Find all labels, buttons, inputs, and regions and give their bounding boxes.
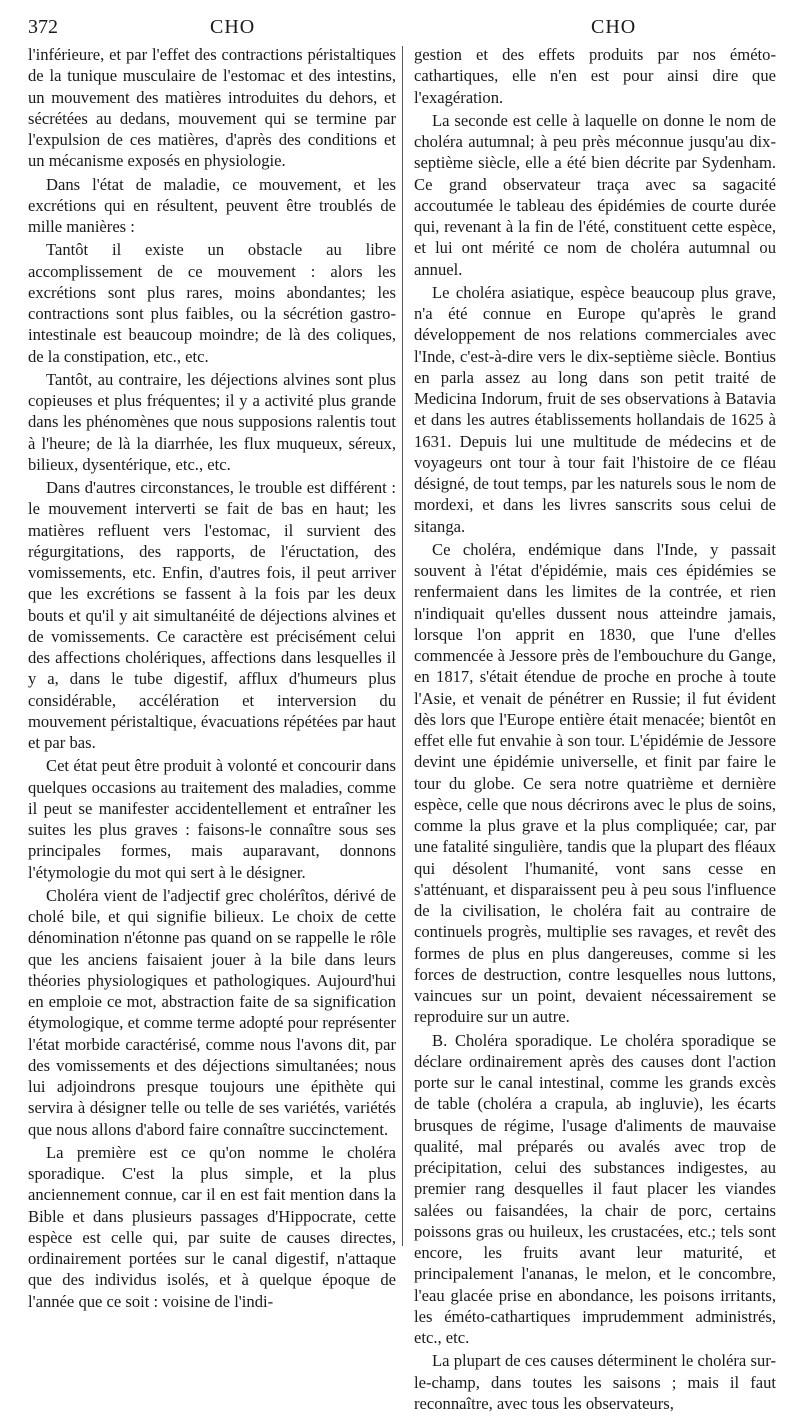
right-column	[414, 44, 776, 1416]
paragraph: Ce choléra, endémique dans l'Inde, y passait souvent à l'état d'épidémie, mais ces épidémies se renfermaient dans les limites de la contrée, et rien n'indiquait qu'elles dussent nous atteindre jamais, lorsque l'on apprit en 1830, que l'une d'elles commencée à Jessore près de l'embouchure du Gange, en 1817, s'était étendue de proche en proche à toute l'Asie, et venait de pénétrer en Russie; il fut évident dès lors que l'Europe entière était menacée; bientôt en effet elle fut envahie à son tour. L'épidémie de Jessore devint une épidémie universelle, et finit par faire le tour du globe. Ce sera notre quatrième et dernière espèce, celle que nous décrirons avec le plus de soins, comme la plus grave et la plus compliquée; car, par une fatalité singulière, tandis que la plupart des fléaux qui désolent l'humanité, vont sans cesse en s'atténuant, et disparaissent peu à peu sous l'influence de la civilisation, le choléra fait au contraire de continuels progrès, multiplie ses ravages, et revêt des formes de plus en plus dangereuses, comme si les forces de destruction, contre lesquelles nous luttons, vaincues sur un point, devaient nécessairement se reproduire sur un autre.	[414, 539, 776, 1027]
paragraph: gestion et des effets produits par nos éméto-cathartiques, elle n'en est pour ainsi dire que l'exagération.	[414, 45, 776, 107]
page-header	[28, 12, 778, 44]
column-divider	[402, 46, 403, 1246]
paragraph: Tantôt, au contraire, les déjections alvines sont plus copieuses et plus fréquentes; il y a activité plus grande dans les phénomènes que nous supposions ralentis tout à l'heure; de là la diarrhée, les flux muqueux, séreux, bilieux, dysentérique, etc., etc.	[28, 369, 396, 474]
paragraph: l'inférieure, et par l'effet des contractions péristaltiques de la tunique musculaire de l'estomac et des intestins, un mouvement des matières introduites du dehors, et sécrétées au dedans, mouvement qui se termine par l'expulsion de ces matières, d'après des conditions et un mécanisme exposés en physiologie.	[28, 45, 396, 171]
paragraph: Cet état peut être produit à volonté et concourir dans quelques occasions au traitement des maladies, comme il peut se manifester accidentellement et entraîner les suites les plus graves : faisons-le connaître sous ses principales formes, mais auparavant, donnons l'étymologie du mot qui sert à le désigner.	[28, 756, 396, 882]
paragraph: B. Choléra sporadique. Le choléra sporadique se déclare ordinairement après des causes dont l'action porte sur le canal intestinal, comme les grands excès de table (choléra a crapula, ab ingluvie), les écarts brusques de régime, l'usage d'aliments de mauvaise qualité, mal préparés ou avalés avec trop de précipitation, celui des substances indigestes, au premier rang desquelles il faut placer les viandes salées ou faisandées, la chair de porc, certains poissons gras ou huileux, les crustacées, etc.; tels sont encore, les fruits avant leur maturité, et principalement l'ananas, le melon, et le concombre, l'eau glacée prise en abondance, les poisons irritants, les éméto-cathartiques imprudemment administrés, etc., etc.	[414, 1030, 776, 1347]
paragraph: Dans l'état de maladie, ce mouvement, et les excrétions qui en résultent, peuvent être troublés de mille manières :	[28, 174, 396, 236]
running-head-left: CHO	[210, 16, 256, 38]
running-head-right: CHO	[591, 16, 637, 38]
page-number: 372	[28, 16, 58, 38]
paragraph: Choléra vient de l'adjectif grec cholérîtos, dérivé de cholé bile, et qui signifie bilieux. Le choix de cette dénomination n'étonne pas quand on se rappelle le rôle que les anciens faisaient jouer à la bile dans leurs théories physiologiques et pathologiques. Aujourd'hui en emploie ce mot, abstraction faite de sa signification étymologique, et comme terme adopté pour représenter l'état morbide caractérisé, comme nous l'avons dit, par des vomissements et des déjections simultanées; nous lui adjoindrons presque toujours une épithète qui servira à désigner telle ou telle de ses variétés, variétés que nous allons d'abord faire connaître succinctement.	[28, 885, 396, 1139]
paragraph: Tantôt il existe un obstacle au libre accomplissement de ce mouvement : alors les excrétions sont plus rares, moins abondantes; les contractions sont plus faibles, ou la sécrétion gastro-intestinale est beaucoup moindre; de là des coliques, de la constipation, etc., etc.	[28, 240, 396, 366]
left-column	[28, 44, 396, 1314]
paragraph: Dans d'autres circonstances, le trouble est différent : le mouvement interverti se fait de bas en haut; les matières refluent vers l'estomac, il survient des régurgitations, des rapports, de l'éructation, des vomissements, etc. Enfin, d'autres fois, il peut arriver que les excrétions se fassent à la fois par les deux bouts et qu'il y ait simultanéité de déjections alvines et de vomissements. Ce caractère est précisément celui des affections cholériques, affections dans lesquelles il y a, dans le tube digestif, afflux d'humeurs plus considérable, accélération et interversion du mouvement péristaltique, évacuations répétées par haut et par bas.	[28, 478, 396, 752]
paragraph: La plupart de ces causes déterminent le choléra sur-le-champ, dans toutes les saisons ; mais il faut reconnaître, avec tous les observateurs,	[414, 1351, 776, 1413]
paragraph: La seconde est celle à laquelle on donne le nom de choléra autumnal; à peu près méconnue jusqu'au dix-septième siècle, elle a été bien décrite par Sydenham. Ce grand observateur traça avec sa sagacité accoutumée le tableau des épidémies de courte durée qui, revenant à la fin de l'été, constituent cette espèce, et lui ont mérité ce nom de choléra autumnal ou annuel.	[414, 110, 776, 279]
paragraph: Le choléra asiatique, espèce beaucoup plus grave, n'a été connue en Europe qu'après le grand développement de nos relations commerciales avec l'Inde, c'est-à-dire vers le dix-septième siècle. Bontius en parla assez au long dans son petit traité de Medicina Indorum, fruit de ses observations à Batavia et dans les autres établissements hollandais de 1625 à 1631. Depuis lui une multitude de médecins et de voyageurs ont tour à tour fait l'histoire de ce fléau désigné, de tout temps, par les naturels sous le nom de mordexi, et dans les livres sanscrits sous celui de sitanga.	[414, 282, 776, 536]
paragraph: La première est ce qu'on nomme le choléra sporadique. C'est la plus simple, et la plus anciennement connue, car il en est fait mention dans la Bible et dans plusieurs passages d'Hippocrate, cette espèce est celle qui, par suite de causes directes, ordinairement portées sur le canal digestif, n'attaque que des individus isolés, et à quelque époque de l'année que ce soit : voisine de l'indi-	[28, 1142, 396, 1311]
